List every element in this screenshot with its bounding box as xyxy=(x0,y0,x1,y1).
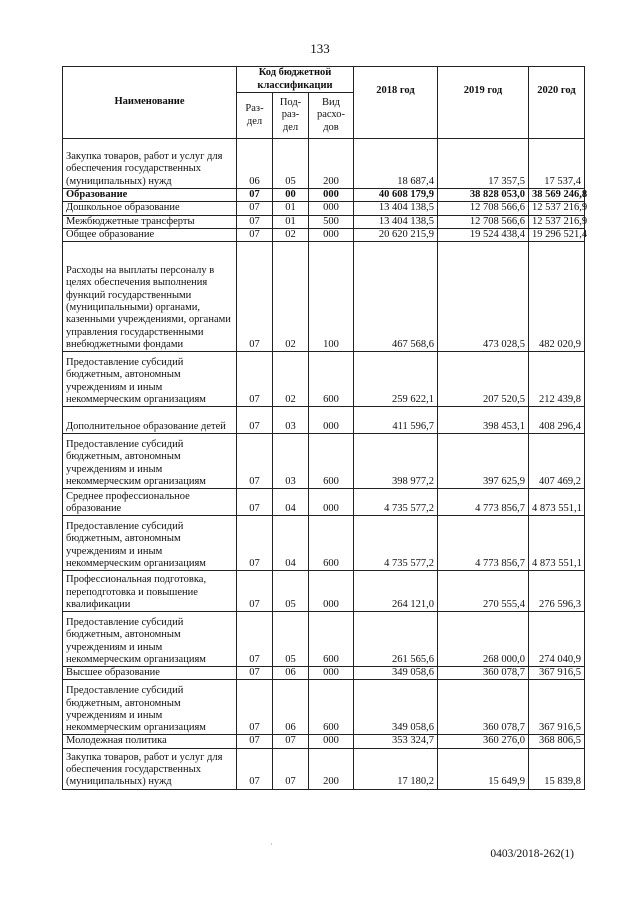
row-name: Дополнительное образование детей xyxy=(63,407,237,434)
row-vid: 600 xyxy=(309,612,354,667)
row-value-2019: 270 555,4 xyxy=(438,571,529,612)
row-podrazdel: 01 xyxy=(273,202,309,215)
row-vid: 000 xyxy=(309,407,354,434)
row-value-2020: 367 916,5 xyxy=(529,667,585,680)
row-razdel: 07 xyxy=(237,189,273,202)
row-razdel: 07 xyxy=(237,352,273,407)
row-razdel: 07 xyxy=(237,434,273,489)
row-value-2020: 17 537,4 xyxy=(529,139,585,189)
row-value-2020: 38 569 246,8 xyxy=(529,189,585,202)
row-podrazdel: 07 xyxy=(273,748,309,789)
row-name: Среднее профессиональное образование xyxy=(63,489,237,516)
row-vid: 000 xyxy=(309,202,354,215)
row-razdel: 07 xyxy=(237,242,273,352)
row-name: Закупка товаров, работ и услуг для обеспечения государственных (муниципальных) нужд xyxy=(63,139,237,189)
row-podrazdel: 04 xyxy=(273,489,309,516)
row-razdel: 07 xyxy=(237,612,273,667)
row-razdel: 07 xyxy=(237,748,273,789)
row-value-2018: 261 565,6 xyxy=(354,612,438,667)
page-number: 133 xyxy=(310,41,330,56)
row-value-2018: 20 620 215,9 xyxy=(354,228,438,241)
row-name: Профессиональная подготовка, переподготовка и повышение квалификации xyxy=(63,571,237,612)
row-value-2019: 360 276,0 xyxy=(438,735,529,748)
col-header-razdel: Раз-дел xyxy=(237,93,273,139)
row-podrazdel: 06 xyxy=(273,667,309,680)
row-value-2019: 473 028,5 xyxy=(438,242,529,352)
row-vid: 100 xyxy=(309,242,354,352)
row-value-2020: 4 873 551,1 xyxy=(529,489,585,516)
row-name: Предоставление субсидий бюджетным, автономным учреждениям и иным некоммерческим организациям xyxy=(63,612,237,667)
row-value-2020: 19 296 521,4 xyxy=(529,228,585,241)
row-name: Предоставление субсидий бюджетным, автономным учреждениям и иным некоммерческим организациям xyxy=(63,680,237,735)
row-value-2019: 360 078,7 xyxy=(438,680,529,735)
row-value-2020: 408 296,4 xyxy=(529,407,585,434)
row-value-2018: 398 977,2 xyxy=(354,434,438,489)
row-razdel: 07 xyxy=(237,667,273,680)
row-value-2020: 482 020,9 xyxy=(529,242,585,352)
row-value-2020: 367 916,5 xyxy=(529,680,585,735)
row-value-2018: 13 404 138,5 xyxy=(354,202,438,215)
row-value-2019: 360 078,7 xyxy=(438,667,529,680)
table-row xyxy=(63,228,585,241)
row-value-2020: 368 806,5 xyxy=(529,735,585,748)
row-podrazdel: 06 xyxy=(273,680,309,735)
row-value-2018: 264 121,0 xyxy=(354,571,438,612)
row-value-2018: 4 735 577,2 xyxy=(354,489,438,516)
row-value-2019: 4 773 856,7 xyxy=(438,489,529,516)
row-value-2018: 353 324,7 xyxy=(354,735,438,748)
table-row xyxy=(63,612,585,667)
row-vid: 000 xyxy=(309,189,354,202)
table-row xyxy=(63,202,585,215)
table-row xyxy=(63,489,585,516)
row-name: Молодежная политика xyxy=(63,735,237,748)
row-podrazdel: 03 xyxy=(273,407,309,434)
table-row xyxy=(63,434,585,489)
row-value-2019: 38 828 053,0 xyxy=(438,189,529,202)
col-header-2019: 2019 год xyxy=(438,67,529,139)
table-row xyxy=(63,407,585,434)
row-razdel: 07 xyxy=(237,735,273,748)
row-value-2020: 212 439,8 xyxy=(529,352,585,407)
row-value-2018: 349 058,6 xyxy=(354,680,438,735)
row-vid: 600 xyxy=(309,680,354,735)
row-name: Расходы на выплаты персоналу в целях обеспечения выполнения функций государственными (муниципальными) органами, казенными учреждениями, органами управления государственными внебюджетными фондами xyxy=(63,242,237,352)
row-razdel: 07 xyxy=(237,215,273,228)
row-podrazdel: 05 xyxy=(273,139,309,189)
table-row xyxy=(63,571,585,612)
row-vid: 000 xyxy=(309,489,354,516)
row-name: Межбюджетные трансферты xyxy=(63,215,237,228)
row-podrazdel: 05 xyxy=(273,612,309,667)
row-value-2020: 12 537 216,9 xyxy=(529,202,585,215)
row-value-2018: 13 404 138,5 xyxy=(354,215,438,228)
budget-table xyxy=(62,66,588,790)
row-value-2019: 19 524 438,4 xyxy=(438,228,529,241)
row-value-2018: 40 608 179,9 xyxy=(354,189,438,202)
row-razdel: 07 xyxy=(237,571,273,612)
table-row xyxy=(63,735,585,748)
row-value-2018: 349 058,6 xyxy=(354,667,438,680)
row-razdel: 07 xyxy=(237,516,273,571)
row-razdel: 07 xyxy=(237,680,273,735)
row-value-2018: 411 596,7 xyxy=(354,407,438,434)
row-value-2019: 12 708 566,6 xyxy=(438,202,529,215)
row-name: Предоставление субсидий бюджетным, автономным учреждениям и иным некоммерческим организациям xyxy=(63,352,237,407)
row-vid: 200 xyxy=(309,139,354,189)
row-value-2018: 467 568,6 xyxy=(354,242,438,352)
row-value-2020: 12 537 216,9 xyxy=(529,215,585,228)
table-row xyxy=(63,139,585,189)
row-name: Закупка товаров, работ и услуг для обеспечения государственных (муниципальных) нужд xyxy=(63,748,237,789)
row-name: Общее образование xyxy=(63,228,237,241)
row-podrazdel: 04 xyxy=(273,516,309,571)
row-vid: 000 xyxy=(309,228,354,241)
table-row xyxy=(63,680,585,735)
row-podrazdel: 05 xyxy=(273,571,309,612)
row-podrazdel: 01 xyxy=(273,215,309,228)
row-podrazdel: 00 xyxy=(273,189,309,202)
col-header-2020: 2020 год xyxy=(529,67,585,139)
row-podrazdel: 02 xyxy=(273,228,309,241)
row-value-2019: 15 649,9 xyxy=(438,748,529,789)
row-razdel: 07 xyxy=(237,407,273,434)
row-razdel: 06 xyxy=(237,139,273,189)
row-value-2019: 397 625,9 xyxy=(438,434,529,489)
scan-mark: · xyxy=(270,840,273,849)
col-header-2018: 2018 год xyxy=(354,67,438,139)
row-value-2019: 207 520,5 xyxy=(438,352,529,407)
row-vid: 000 xyxy=(309,735,354,748)
row-razdel: 07 xyxy=(237,228,273,241)
row-value-2020: 276 596,3 xyxy=(529,571,585,612)
table-row xyxy=(63,189,585,202)
row-name: Предоставление субсидий бюджетным, автономным учреждениям и иным некоммерческим организациям xyxy=(63,516,237,571)
row-value-2018: 17 180,2 xyxy=(354,748,438,789)
row-name: Дошкольное образование xyxy=(63,202,237,215)
row-value-2019: 398 453,1 xyxy=(438,407,529,434)
table-row xyxy=(63,242,585,352)
table-row xyxy=(63,748,585,789)
table-row xyxy=(63,215,585,228)
row-podrazdel: 03 xyxy=(273,434,309,489)
col-header-vid: Вид расхо-дов xyxy=(309,93,354,139)
row-value-2019: 12 708 566,6 xyxy=(438,215,529,228)
row-vid: 600 xyxy=(309,434,354,489)
row-vid: 000 xyxy=(309,571,354,612)
row-razdel: 07 xyxy=(237,489,273,516)
row-value-2019: 17 357,5 xyxy=(438,139,529,189)
col-header-code-group: Код бюджетной классификации xyxy=(237,67,354,93)
row-name: Образование xyxy=(63,189,237,202)
row-razdel: 07 xyxy=(237,202,273,215)
row-value-2019: 4 773 856,7 xyxy=(438,516,529,571)
row-value-2018: 18 687,4 xyxy=(354,139,438,189)
table-row xyxy=(63,352,585,407)
row-podrazdel: 02 xyxy=(273,242,309,352)
row-value-2020: 15 839,8 xyxy=(529,748,585,789)
row-value-2019: 268 000,0 xyxy=(438,612,529,667)
row-podrazdel: 07 xyxy=(273,735,309,748)
row-vid: 200 xyxy=(309,748,354,789)
row-podrazdel: 02 xyxy=(273,352,309,407)
row-value-2020: 274 040,9 xyxy=(529,612,585,667)
row-value-2018: 4 735 577,2 xyxy=(354,516,438,571)
table-row xyxy=(63,516,585,571)
row-value-2020: 4 873 551,1 xyxy=(529,516,585,571)
row-vid: 600 xyxy=(309,516,354,571)
row-vid: 500 xyxy=(309,215,354,228)
row-vid: 600 xyxy=(309,352,354,407)
document-code: 0403/2018-262(1) xyxy=(490,848,574,860)
table-row xyxy=(63,667,585,680)
row-value-2018: 259 622,1 xyxy=(354,352,438,407)
row-vid: 000 xyxy=(309,667,354,680)
row-value-2020: 407 469,2 xyxy=(529,434,585,489)
row-name: Высшее образование xyxy=(63,667,237,680)
col-header-name: Наименование xyxy=(63,67,237,139)
col-header-podrazdel: Под-раз-дел xyxy=(273,93,309,139)
row-name: Предоставление субсидий бюджетным, автономным учреждениям и иным некоммерческим организациям xyxy=(63,434,237,489)
